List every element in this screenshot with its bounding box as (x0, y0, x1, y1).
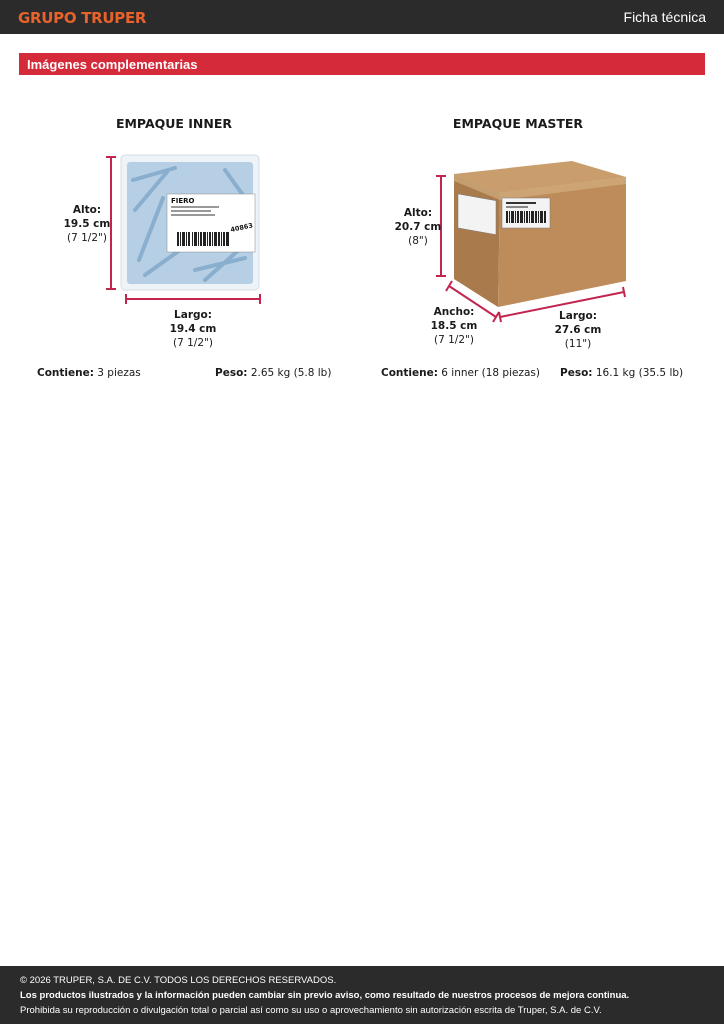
footer (0, 966, 724, 1024)
bag-code: 40863 (229, 221, 254, 234)
master-title: EMPAQUE MASTER (452, 116, 584, 131)
inner-package-image (105, 150, 275, 310)
section-title: Imágenes complementarias (27, 57, 198, 72)
header-bar (0, 0, 724, 34)
master-length-label: Largo: 27.6 cm (11") (554, 310, 602, 350)
inner-title: EMPAQUE INNER (115, 116, 233, 131)
footer-prohibition: Prohibida su reproducción o divulgación total o parcial así como su uso o aprovechamiento sin autorización escrita de Truper, S.A. de C.V. (20, 1005, 602, 1016)
inner-contents: Contiene: 3 piezas (37, 367, 141, 379)
master-width-label: Ancho: 18.5 cm (7 1/2") (430, 306, 478, 346)
section-header (19, 53, 705, 75)
master-box-image (430, 155, 640, 325)
brand-logo: GRUPO TRUPER (18, 9, 147, 27)
bag-brand: FIERO (171, 197, 195, 205)
inner-height-label: Alto: 19.5 cm (7 1/2") (63, 204, 111, 244)
inner-weight: Peso: 2.65 kg (5.8 lb) (215, 367, 332, 379)
master-weight: Peso: 16.1 kg (35.5 lb) (560, 367, 684, 379)
inner-length-label: Largo: 19.4 cm (7 1/2") (169, 309, 217, 349)
document-title: Ficha técnica (623, 9, 706, 25)
master-contents: Contiene: 6 inner (18 piezas) (381, 367, 540, 379)
footer-notice: Los productos ilustrados y la información pueden cambiar sin previo aviso, como resultado de nuestros procesos de mejora continua. (20, 990, 630, 1001)
footer-copyright: © 2026 TRUPER, S.A. DE C.V. TODOS LOS DERECHOS RESERVADOS. (20, 975, 337, 986)
master-height-label: Alto: 20.7 cm (8") (394, 207, 442, 247)
